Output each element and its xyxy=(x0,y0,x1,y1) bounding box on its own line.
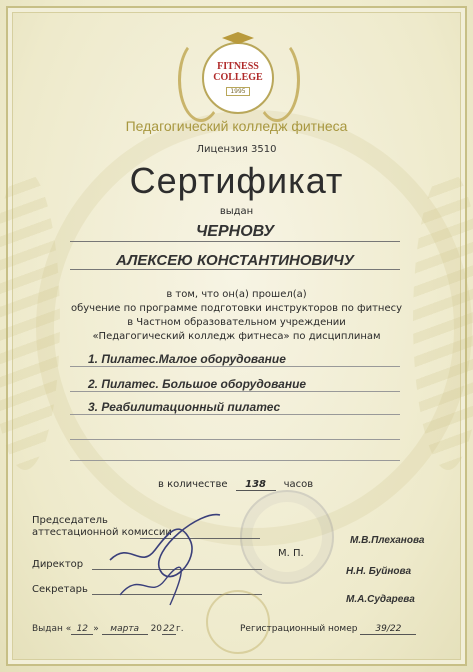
issue-date xyxy=(32,624,184,635)
chair-name: М.В.Плеханова xyxy=(350,535,425,546)
registration-number xyxy=(240,624,416,635)
year-prefix: 20 xyxy=(150,624,163,634)
empty-discipline-line xyxy=(70,460,400,461)
recipient-surname: ЧЕРНОВУ xyxy=(70,223,400,242)
issued-label: выдан xyxy=(219,206,254,217)
discipline-item: 1. Пилатес.Малое оборудование xyxy=(70,352,400,367)
hours-value: 138 xyxy=(236,479,276,491)
body-line: обучение по программе подготовки инструкторов по фитнесу xyxy=(70,303,403,314)
seal-placeholder-label: М. П. xyxy=(278,548,304,559)
college-name: Педагогический колледж фитнеса xyxy=(125,118,348,134)
day-quote-open: « xyxy=(65,624,72,634)
logo-year: 1995 xyxy=(226,87,249,96)
year-suffix: г. xyxy=(176,624,184,634)
hours-prefix: в количестве xyxy=(158,479,228,490)
handwritten-signature xyxy=(100,500,230,610)
logo-text-line2: COLLEGE xyxy=(213,71,263,83)
certificate-body xyxy=(0,288,473,344)
secretary-name: М.А.Сударева xyxy=(346,594,415,605)
registration-label: Регистрационный номер xyxy=(240,624,358,634)
empty-discipline-line xyxy=(70,439,400,440)
recipient-given-names: АЛЕКСЕЮ КОНСТАНТИНОВИЧУ xyxy=(70,252,400,270)
license-number: Лицензия 3510 xyxy=(196,144,277,155)
issue-day: 12 xyxy=(71,624,93,635)
discipline-item: 3. Реабилитационный пилатес xyxy=(70,400,400,415)
issue-month: марта xyxy=(102,624,148,635)
body-line: в Частном образовательном учреждении xyxy=(127,317,346,328)
director-name: Н.Н. Буйнова xyxy=(346,566,412,577)
hours-suffix: часов xyxy=(283,479,314,490)
day-quote-close: » xyxy=(93,624,99,634)
chair-label-line2: аттестационной комиссии xyxy=(32,527,172,538)
registration-value: 39/22 xyxy=(360,624,416,635)
issued-date-label: Выдан xyxy=(32,624,63,634)
body-line: в том, что он(а) прошел(а) xyxy=(166,289,307,300)
discipline-item: 2. Пилатес. Большое оборудование xyxy=(70,377,400,392)
logo-text-line1: FITNESS xyxy=(217,60,259,72)
secretary-label: Секретарь xyxy=(32,584,88,595)
chair-label-line1: Председатель xyxy=(32,515,108,526)
certificate-title: Сертификат xyxy=(129,160,344,201)
director-label: Директор xyxy=(32,559,84,570)
body-line: «Педагогический колледж фитнеса» по дисциплинам xyxy=(92,331,381,342)
watermark-logo xyxy=(206,590,270,654)
issue-year: 22 xyxy=(163,624,175,634)
fitness-college-logo xyxy=(202,42,274,114)
